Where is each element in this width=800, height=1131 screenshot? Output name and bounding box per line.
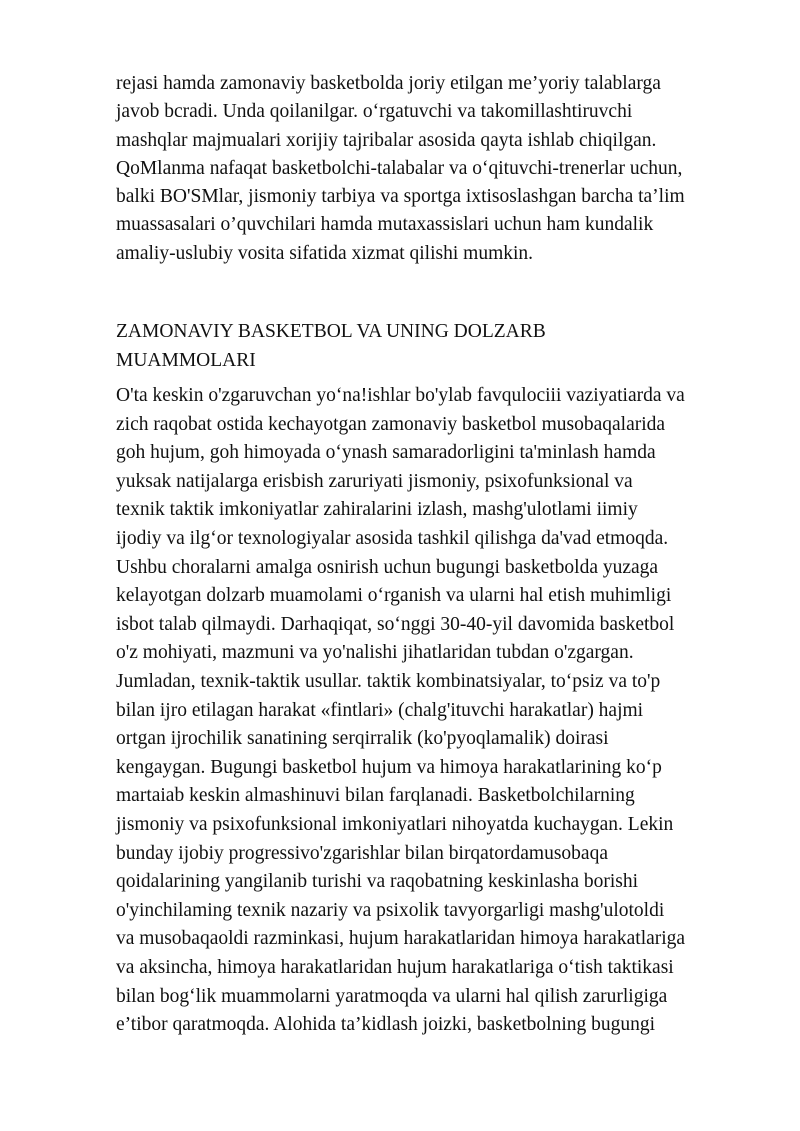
text-line: jismoniy va psixofunksional imkoniyatlari nihoyatda kuchaygan. Lekin <box>116 813 674 835</box>
text-line: QoMlanma nafaqat basketbolchi-talabalar va o‘qituvchi-trenerlar uchun, <box>116 157 683 179</box>
text-line: goh hujum, goh himoyada o‘ynash samaradorligini ta'minlash hamda <box>116 442 656 464</box>
text-line: o'yinchilaming texnik nazariy va psixolik tavyorgarligi mashg'ulotoldi <box>116 899 665 921</box>
text-line: Jumladan, texnik-taktik usullar. taktik kombinatsiyalar, to‘psiz va to'p <box>116 671 661 693</box>
text-line: martaiab keskin almashinuvi bilan farqlanadi. Basketbolchilarning <box>116 785 635 807</box>
text-line: mashqlar majmualari xorijiy tajribalar asosida qayta ishlab chiqilgan. <box>116 129 657 151</box>
text-line: e’tibor qaratmoqda. Alohida ta’kidlash joizki, basketbolning bugungi <box>116 1014 656 1036</box>
text-line: va musobaqaoldi razminkasi, hujum harakatlaridan himoya harakatlariga <box>116 928 686 950</box>
text-line: rejasi hamda zamonaviy basketbolda joriy etilgan me’yoriy talablarga <box>116 73 661 94</box>
text-line: ortgan ijrochilik sanatining serqirralik (ko'pyoqlamalik) doirasi <box>116 728 609 750</box>
text-line: O'ta keskin o'zgaruvchan yo‘na!ishlar bo'ylab favqulociii vaziyatiarda va <box>116 385 685 407</box>
text-line: amaliy-uslubiy vosita sifatida xizmat qilishi mumkin. <box>116 242 534 264</box>
text-line: kelayotgan dolzarb muamolami o‘rganish va ularni hal etish muhimligi <box>116 585 672 607</box>
text-line: o'z mohiyati, mazmuni va yo'nalishi jihatlaridan tubdan o'zgargan. <box>116 642 634 664</box>
text-line: texnik taktik imkoniyatlar zahiralarini izlash, mashg'ulotlami iimiy <box>116 499 638 521</box>
text-line: qoidalarining yangilanib turishi va raqobatning keskinlasha borishi <box>116 871 639 893</box>
text-line: balki BO'SMlar, jismoniy tarbiya va sportga ixtisoslashgan barcha ta’lim <box>116 186 685 208</box>
text-line: ijodiy va ilg‘or texnologiyalar asosida tashkil qilishga da'vad etmoqda. <box>116 528 669 550</box>
section-heading <box>116 317 756 375</box>
document-page <box>116 70 756 1040</box>
intro-paragraph <box>116 70 756 268</box>
section-body-paragraph <box>116 382 756 1040</box>
text-line: bilan ijro etilagan harakat «fintlari» (chalg'ituvchi harakatlar) hajmi <box>116 699 644 721</box>
text-line: zich raqobat ostida kechayotgan zamonaviy basketbol musobaqalarida <box>116 413 666 435</box>
text-line: isbot talab qilmaydi. Darhaqiqat, so‘nggi 30-40-yil davomida basketbol <box>116 613 675 635</box>
text-line: va aksincha, himoya harakatlaridan hujum harakatlariga o‘tish taktikasi <box>116 956 674 978</box>
text-line: javob bcradi. Unda qoilanilgar. o‘rgatuvchi va takomillashtiruvchi <box>116 101 633 123</box>
text-line: yuksak natijalarga erisbish zaruriyati jismoniy, psixofunksional va <box>116 470 633 492</box>
text-line: bilan bog‘lik muammolarni yaratmoqda va ularni hal qilish zarurligiga <box>116 985 668 1007</box>
heading-line: ZAMONAVIY BASKETBOL VA UNING DOLZARB <box>116 321 546 343</box>
text-line: bunday ijobiy progressivo'zgarishlar bilan birqatordamusobaqa <box>116 842 608 864</box>
heading-line: MUAMMOLARI <box>116 350 256 372</box>
text-line: Ushbu choralarni amalga osnirish uchun bugungi basketbolda yuzaga <box>116 556 659 578</box>
text-line: muassasalari o’quvchilari hamda mutaxassislari uchun ham kundalik <box>116 214 654 236</box>
text-line: kengaygan. Bugungi basketbol hujum va himoya harakatlarining ko‘p <box>116 756 662 778</box>
